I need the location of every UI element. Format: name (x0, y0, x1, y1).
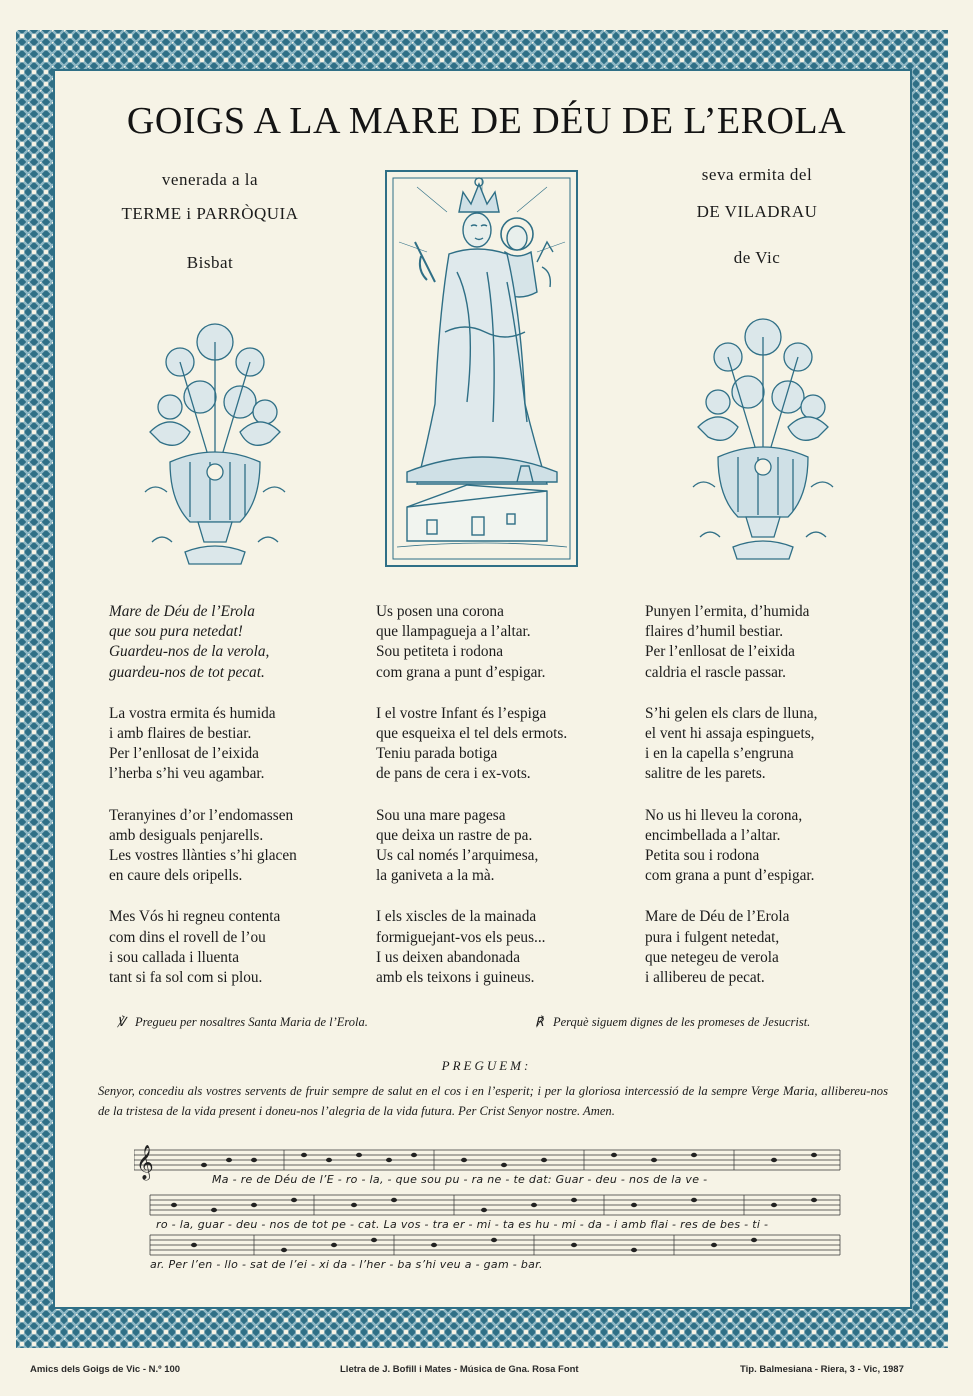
verse-line: Us cal només l’arquimesa, (376, 847, 539, 865)
verse-line: Mare de Déu de l’Erola (109, 603, 255, 620)
verse-line: Per l’enllosat de l’eixida (109, 745, 259, 763)
verse-line: flaires d’humil bestiar. (645, 623, 784, 641)
stanza (376, 806, 567, 887)
response-text: Perquè siguem dignes de les promeses de Jesucrist. (552, 1015, 811, 1029)
lyric-line-3: ar. Per l’en - llo - sat de l’ei - xi da - l’her - ba s’hi veu a - gam - bar. (150, 1258, 543, 1271)
verse-line: de pans de cera i ex-vots. (376, 765, 531, 783)
verse-line: Teranyines d’or l’endomassen (109, 806, 294, 824)
verse-line: i sou callada i lluenta (109, 948, 239, 966)
verse-line: No us hi lleveu la corona, (645, 806, 803, 824)
page-title: GOIGS A LA MARE DE DÉU DE L’EROLA (126, 100, 847, 142)
stanza (645, 907, 817, 988)
verse-line: caldria el rascle passar. (645, 663, 786, 681)
verse-line: amb desiguals penjarells. (109, 826, 264, 844)
verse-line: guardeu-nos de tot pecat. (109, 663, 265, 681)
footer-publisher: Amics dels Goigs de Vic - N.º 100 (30, 1364, 181, 1375)
verse-line: en caure dels oripells. (109, 867, 243, 885)
verse-line: tant si fa sol com si plou. (109, 969, 263, 987)
verse-line: formiguejant-vos els peus... (376, 928, 546, 946)
verse-line: i allibereu de pecat. (645, 969, 765, 987)
verse-line: Petita sou i rodona (645, 847, 760, 865)
stanza (109, 806, 297, 887)
verse-line: la ganiveta a la mà. (376, 867, 495, 885)
header-right-2: DE VILADRAU (696, 202, 818, 221)
stanza (376, 602, 567, 683)
stanza (376, 704, 567, 785)
stanza (109, 907, 297, 988)
verse-line: l’herba s’hi veu agambar. (109, 765, 265, 783)
verse-column-2 (376, 602, 567, 1009)
verse-line: Mes Vós hi regneu contenta (109, 908, 281, 926)
music-score (134, 1138, 846, 1286)
verse-line: com grana a punt d’espigar. (645, 867, 815, 885)
header-right-3: de Vic (733, 248, 781, 267)
verse-line: com grana a punt d’espigar. (376, 663, 546, 681)
verse-line: com dins el rovell de l’ou (109, 928, 266, 946)
verse-line: I us deixen abandonada (376, 948, 520, 966)
verse-line: que llampagueja a l’altar. (376, 623, 531, 641)
flower-vase-icon (140, 312, 290, 577)
verse-line: I el vostre Infant és l’espiga (376, 704, 547, 722)
verse-line: Mare de Déu de l’Erola (645, 908, 790, 926)
verse-line: i amb flaires de bestiar. (109, 725, 252, 743)
verse-line: Punyen l’ermita, d’humida (645, 603, 810, 620)
verse-column-1 (109, 602, 297, 1009)
versicle-text: Pregueu per nosaltres Santa Maria de l’Erola. (134, 1015, 368, 1029)
response-mark: ℟ (535, 1015, 544, 1029)
response (535, 1014, 810, 1030)
verse-line: el vent hi assaja espinguets, (645, 725, 815, 743)
lyric-line-1: Ma - re de Déu de l’E - ro - la, - que sou pu - ra ne - te dat: Guar - deu - nos de la ve - (212, 1173, 708, 1186)
verse-line: Sou una mare pagesa (376, 806, 506, 824)
stanza (645, 806, 817, 887)
verse-line: Per l’enllosat de l’eixida (645, 643, 795, 661)
stanza (109, 704, 297, 785)
lyric-line-2: ro - la, guar - deu - nos de tot pe - cat. La vos - tra er - mi - ta es hu - mi - da - i amb flai - res de bes - ti - (156, 1218, 769, 1231)
verse-line: I els xiscles de la mainada (376, 908, 537, 926)
verse-column-3 (645, 602, 817, 1009)
svg-text:𝄞: 𝄞 (136, 1145, 154, 1180)
stanza (376, 907, 567, 988)
stanza (645, 704, 817, 785)
verse-line: Teniu parada botiga (376, 745, 498, 763)
flower-vase-right (688, 307, 838, 576)
prayer-text: Senyor, concediu als vostres servents de fruir sempre de salut en el cos i en l’esperit; i per la gloriosa intercessió de la sempre Verge Maria, allibereu-nos de la tristesa de la vida present i doneu-nos l’alegria de la vida futura. Per Crist Senyor nostre. Amen. (98, 1084, 888, 1118)
stanza (645, 602, 817, 683)
verse-line: La vostra ermita és humida (109, 704, 276, 722)
verse-line: Les vostres llànties s’hi glacen (109, 847, 297, 865)
verse-line: Guardeu-nos de la verola, (109, 643, 270, 661)
verse-line: S’hi gelen els clars de lluna, (645, 704, 818, 722)
verse-line: que deixa un rastre de pa. (376, 826, 533, 844)
flower-vase-left (140, 312, 290, 581)
verse-line: i en la capella s’engruna (645, 745, 794, 763)
virgin-engraving (385, 170, 578, 567)
verse-line: salitre de les parets. (645, 765, 766, 783)
verse-line: encimbellada a l’altar. (645, 826, 781, 844)
verse-line: que netegeu de verola (645, 948, 779, 966)
header-left-2: TERME i PARRÒQUIA (121, 204, 299, 223)
verse-line: amb els teixons i guineus. (376, 969, 535, 987)
virgin-and-child-icon (387, 172, 576, 565)
header-right-1: seva ermita del (701, 165, 813, 184)
verse-line: Sou petiteta i rodona (376, 643, 504, 661)
flower-vase-icon (688, 307, 838, 572)
footer-credits: Lletra de J. Bofill i Mates - Música de Gna. Rosa Font (340, 1364, 579, 1375)
header-left-1: venerada a la (161, 170, 259, 189)
stanza (109, 602, 297, 683)
footer-printer: Tip. Balmesiana - Riera, 3 - Vic, 1987 (740, 1364, 904, 1375)
verse-line: pura i fulgent netedat, (645, 928, 780, 946)
versicle (117, 1014, 368, 1030)
verse-line: que esqueixa el tel dels ermots. (376, 725, 568, 743)
header-left-3: Bisbat (186, 253, 234, 272)
verse-line: Us posen una corona (376, 603, 504, 620)
versicle-mark: ℣ (117, 1015, 126, 1029)
verse-line: que sou pura netedat! (109, 623, 243, 641)
prayer-heading: PREGUEM: (441, 1058, 532, 1073)
